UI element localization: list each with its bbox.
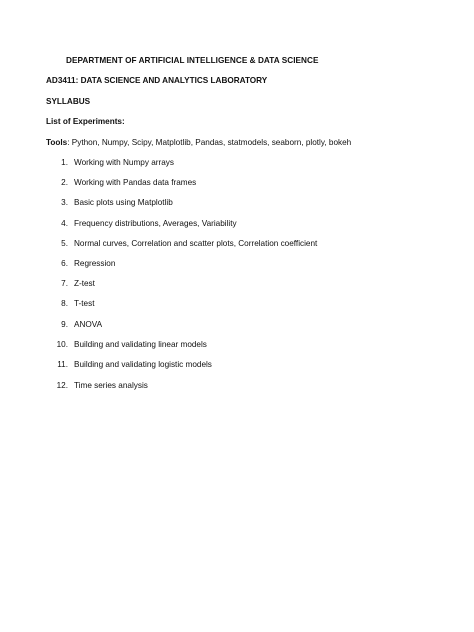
tools-label: Tools xyxy=(46,138,68,147)
item-number: 12. xyxy=(56,381,68,390)
item-number: 10. xyxy=(56,340,68,349)
department-title: DEPARTMENT OF ARTIFICIAL INTELLIGENCE & DATA SCIENCE xyxy=(66,56,319,65)
item-text: Basic plots using Matplotlib xyxy=(74,198,173,207)
course-title: AD3411: DATA SCIENCE AND ANALYTICS LABORATORY xyxy=(46,76,268,85)
item-text: Frequency distributions, Averages, Variability xyxy=(74,219,237,228)
item-text: Building and validating logistic models xyxy=(74,360,212,369)
item-number: 11. xyxy=(57,360,68,369)
item-number: 2. xyxy=(61,178,68,187)
item-number: 6. xyxy=(61,259,68,268)
item-number: 1. xyxy=(61,158,68,167)
item-text: Regression xyxy=(74,259,116,268)
item-text: Z-test xyxy=(74,279,95,288)
item-text: Normal curves, Correlation and scatter plots, Correlation coefficient xyxy=(74,239,318,248)
tools-text: : Python, Numpy, Scipy, Matplotlib, Pandas, statmodels, seaborn, plotly, bokeh xyxy=(67,138,352,147)
item-text: ANOVA xyxy=(74,320,103,329)
experiments-heading: List of Experiments: xyxy=(46,117,125,126)
item-number: 4. xyxy=(61,219,68,228)
item-text: Working with Numpy arrays xyxy=(74,158,174,167)
item-text: T-test xyxy=(74,299,95,308)
item-number: 9. xyxy=(61,320,68,329)
item-text: Time series analysis xyxy=(74,381,148,390)
item-number: 8. xyxy=(61,299,68,308)
syllabus-heading: SYLLABUS xyxy=(46,97,91,106)
item-number: 7. xyxy=(61,279,68,288)
item-number: 5. xyxy=(61,239,68,248)
item-number: 3. xyxy=(61,198,68,207)
item-text: Working with Pandas data frames xyxy=(74,178,197,187)
item-text: Building and validating linear models xyxy=(74,340,207,349)
tools-line xyxy=(46,138,351,147)
